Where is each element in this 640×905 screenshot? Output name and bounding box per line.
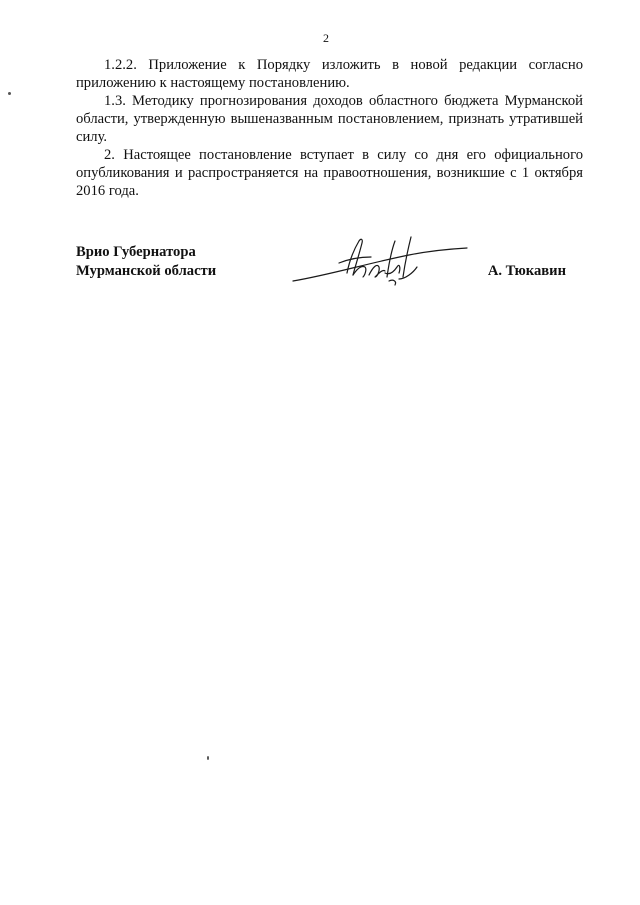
- signature-block: [76, 243, 566, 293]
- handwritten-signature-icon: [289, 233, 469, 288]
- document-body: [76, 56, 583, 200]
- signer-name: А. Тюкавин: [487, 263, 566, 279]
- page-number: 2: [323, 31, 329, 45]
- paragraph-2: 2. Настоящее постановление вступает в силу со дня его официального опубликования и распространяется на правоотношения, возникшие с 1 октября 2016 года.: [76, 147, 583, 199]
- signer-position: [76, 243, 216, 281]
- signer-position-line-1: Врио Губернатора: [76, 244, 196, 260]
- signer-position-line-2: Мурманской области: [76, 263, 217, 279]
- scan-speck: [207, 756, 209, 760]
- paragraph-1-3: 1.3. Методику прогнозирования доходов областного бюджета Мурманской области, утвержденную вышеназванным постановлением, признать утратившей силу.: [76, 93, 583, 145]
- paragraph-1-2-2: 1.2.2. Приложение к Порядку изложить в новой редакции согласно приложению к настоящему постановлению.: [76, 57, 583, 91]
- scan-speck: [8, 92, 11, 95]
